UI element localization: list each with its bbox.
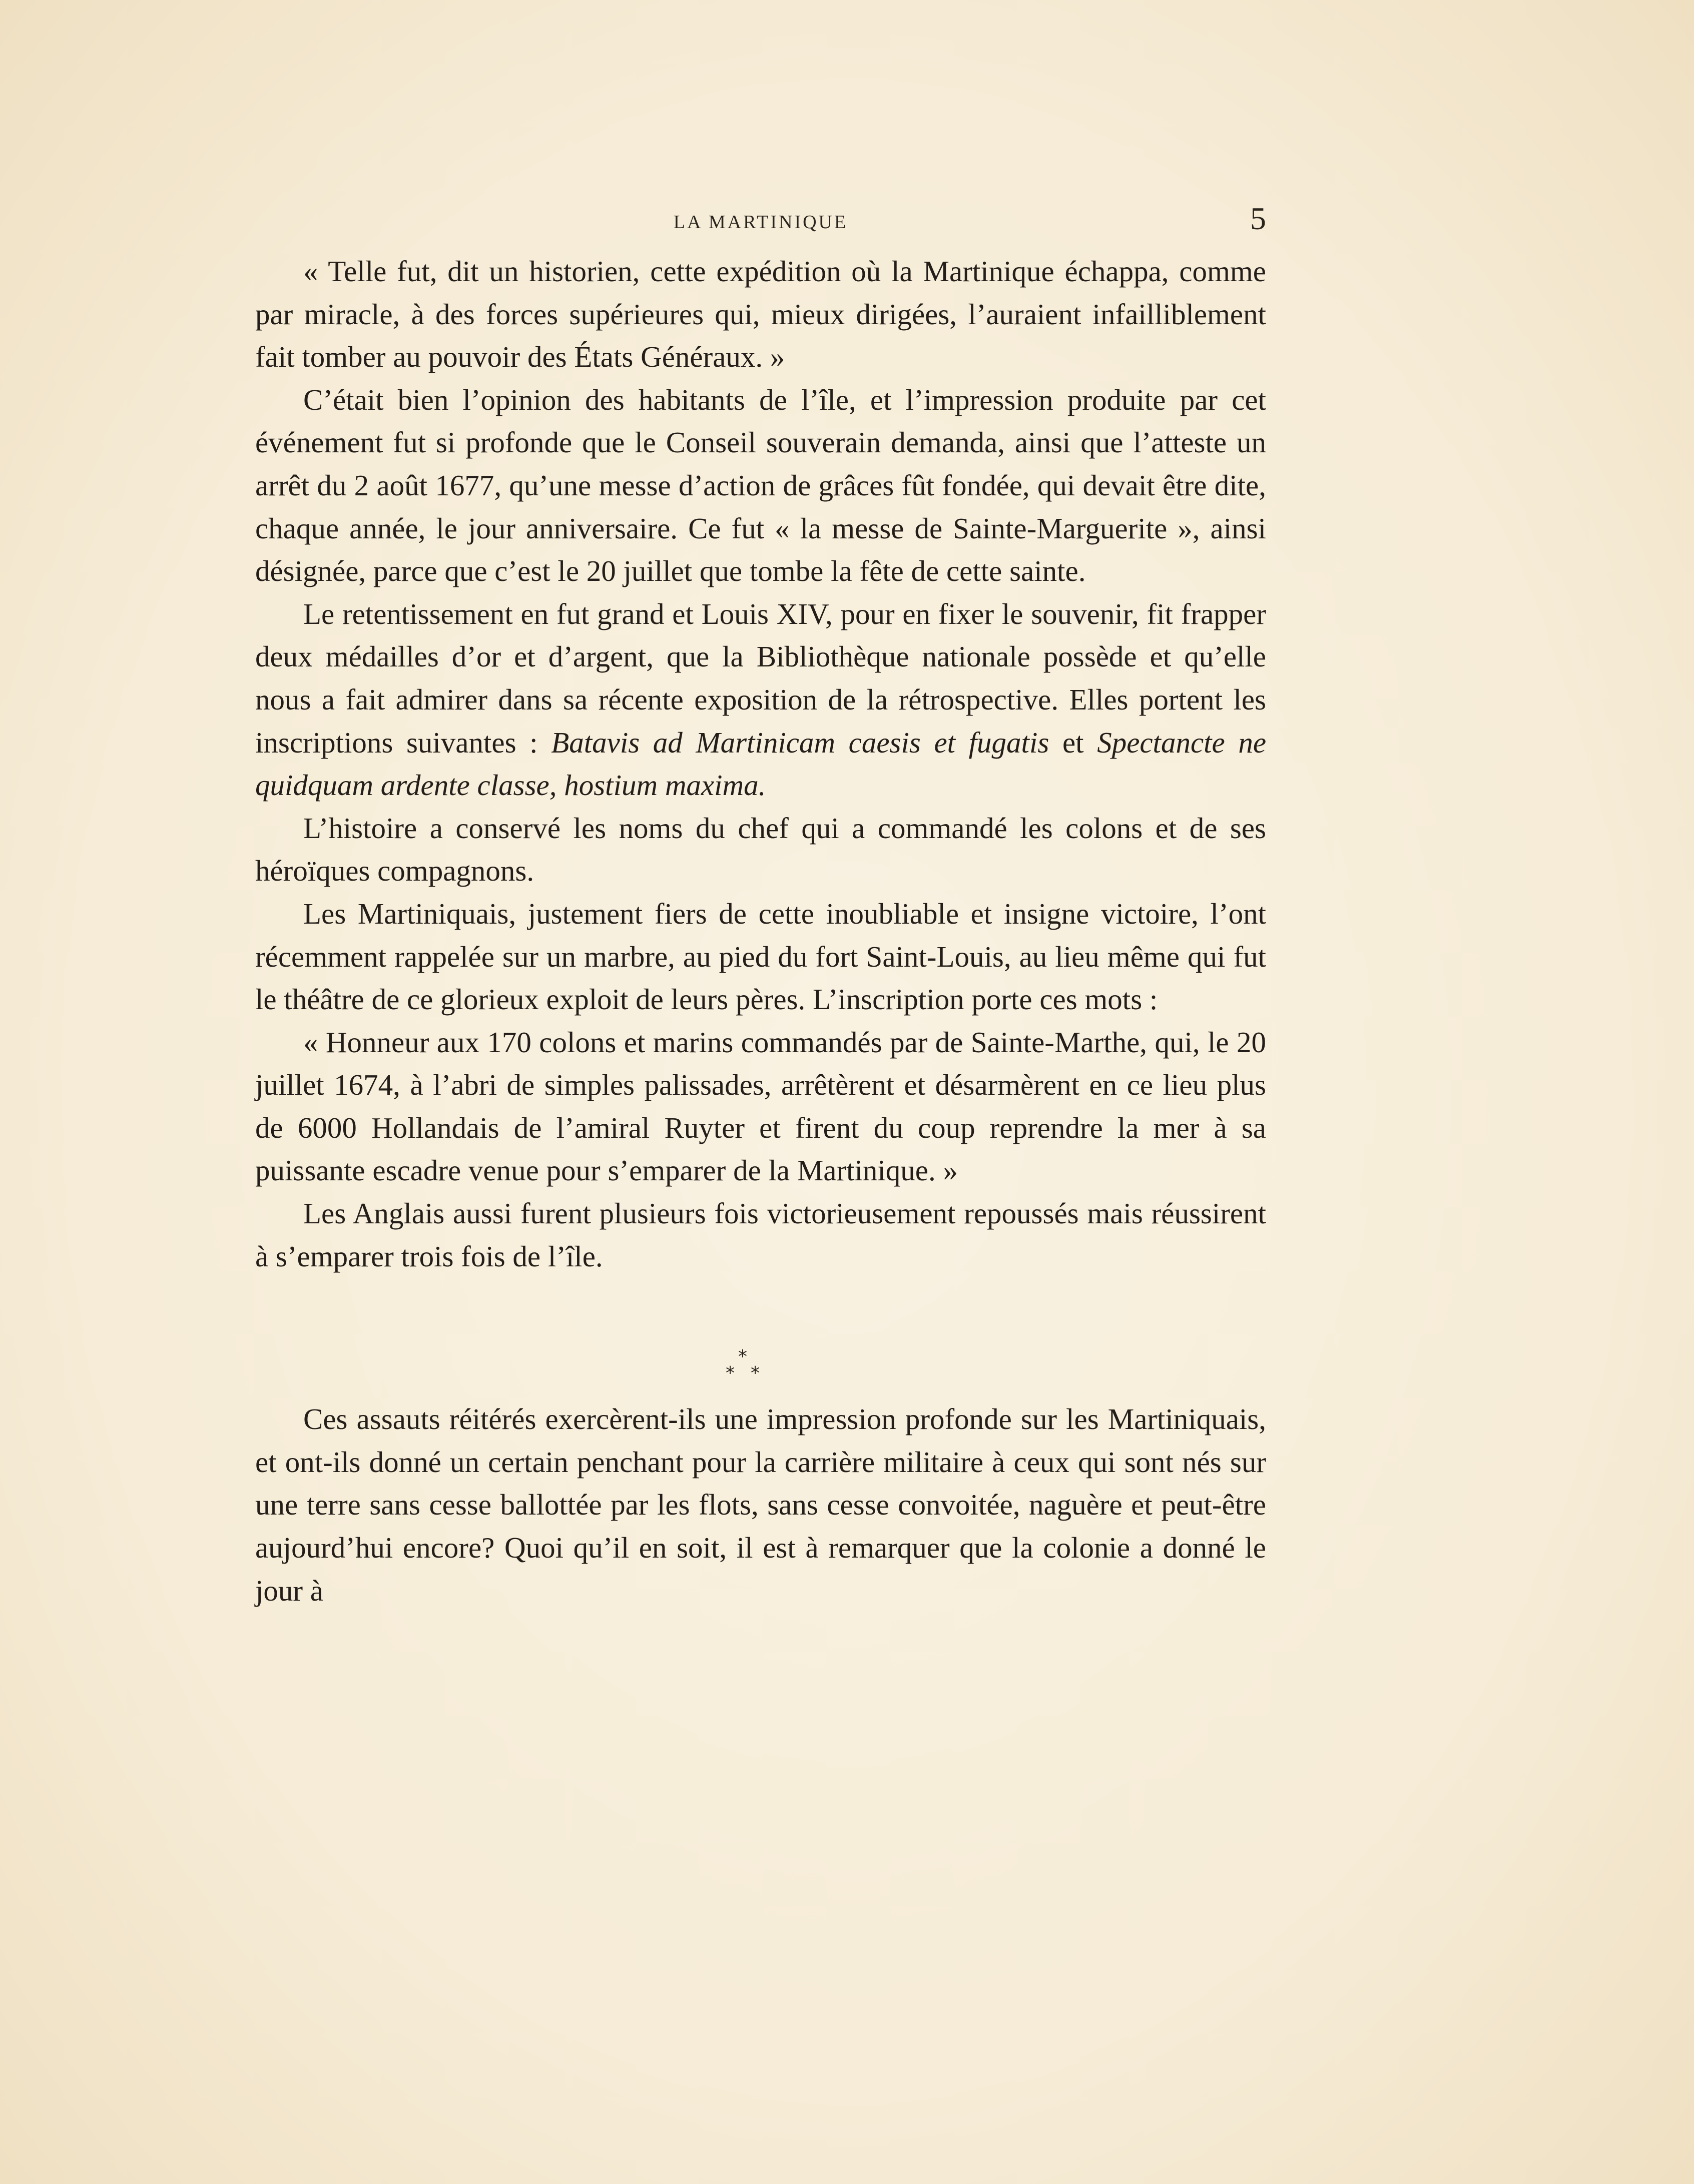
page-number: 5 [1250, 201, 1266, 236]
paragraph-assauts: Ces assauts réitérés exercèrent-ils une impression profonde sur les Martiniquais, et ont-ils donné un certain penchant pour la carrière militaire à ceux qui sont nés sur une terre sans cesse ballottée par les flots, sans cesse convoitée, naguère et peut-être aujourd’hui encore? Quoi qu’il en soit, il est à remarquer que la colonie a donné le jour à [255, 1402, 1266, 1607]
body-text [255, 250, 1266, 1612]
paragraph-inscription: « Honneur aux 170 colons et marins commandés par de Sainte-Marthe, qui, le 20 juillet 1674, à l’abri de simples palissades, arrêtèrent et désarmèrent en ce lieu plus de 6000 Hollandais de l’amiral Ruyter et firent du coup reprendre la mer à sa puissante escadre venue pour s’emparer de la Martinique. » [255, 1025, 1266, 1187]
paragraph-opinion-habitants: C’était bien l’opinion des habitants de l’île, et l’impression produite par cet événement fut si profonde que le Conseil souverain demanda, ainsi que l’atteste un arrêt du 2 août 1677, qu’une messe d’action de grâces fût fondée, qui devait être dite, chaque année, le jour anniversaire. Ce fut « la messe de Sainte-Marguerite », ainsi désignée, parce que c’est le 20 juillet que tombe la fête de cette sainte. [255, 383, 1266, 588]
section-separator [255, 1288, 1266, 1388]
medal-inscription-1: Batavis ad Martinicam caesis et fugatis [551, 725, 1049, 759]
paragraph-quote-historian: « Telle fut, dit un historien, cette expédition où la Martinique échappa, comme par miracle, à des forces supérieures qui, mieux dirigées, l’auraient infailliblement fait tomber au pouvoir des États Généraux. » [255, 255, 1266, 374]
medal-inscription-2: Spectancte ne quidquam ardente classe, hostium maxima. [255, 725, 1267, 802]
running-head: LA MARTINIQUE [673, 212, 848, 233]
paragraph-martiniquais: Les Martiniquais, justement fiers de cette inoubliable et insigne victoire, l’ont récemment rappelée sur un marbre, au pied du fort Saint-Louis, au lieu même qui fut le théâtre de ce glorieux exploit de leurs pères. L’inscription porte ces mots : [255, 897, 1266, 1016]
page-header [255, 200, 1266, 240]
separator-star: * [726, 1363, 735, 1384]
paragraph-anglais: Les Anglais aussi furent plusieurs fois victorieusement repoussés mais réussirent à s’emparer trois fois de l’île. [255, 1197, 1266, 1273]
medailles-conjunction: et [1062, 725, 1084, 759]
separator-star: * [751, 1363, 760, 1384]
medailles-text: Le retentissement en fut grand et Louis XIV, pour en fixer le souvenir, fit frapper deux médailles d’or et d’argent, que la Bibliothèque nationale possède et qu’elle nous a fait admirer dans sa récente exposition de la rétrospective. Elles portent les inscriptions suivantes : [255, 597, 1266, 759]
paragraph-medailles [255, 593, 1266, 807]
separator-star: * [738, 1346, 747, 1367]
paragraph-histoire: L’histoire a conservé les noms du chef qui a commandé les colons et de ses héroïques compagnons. [255, 811, 1266, 888]
